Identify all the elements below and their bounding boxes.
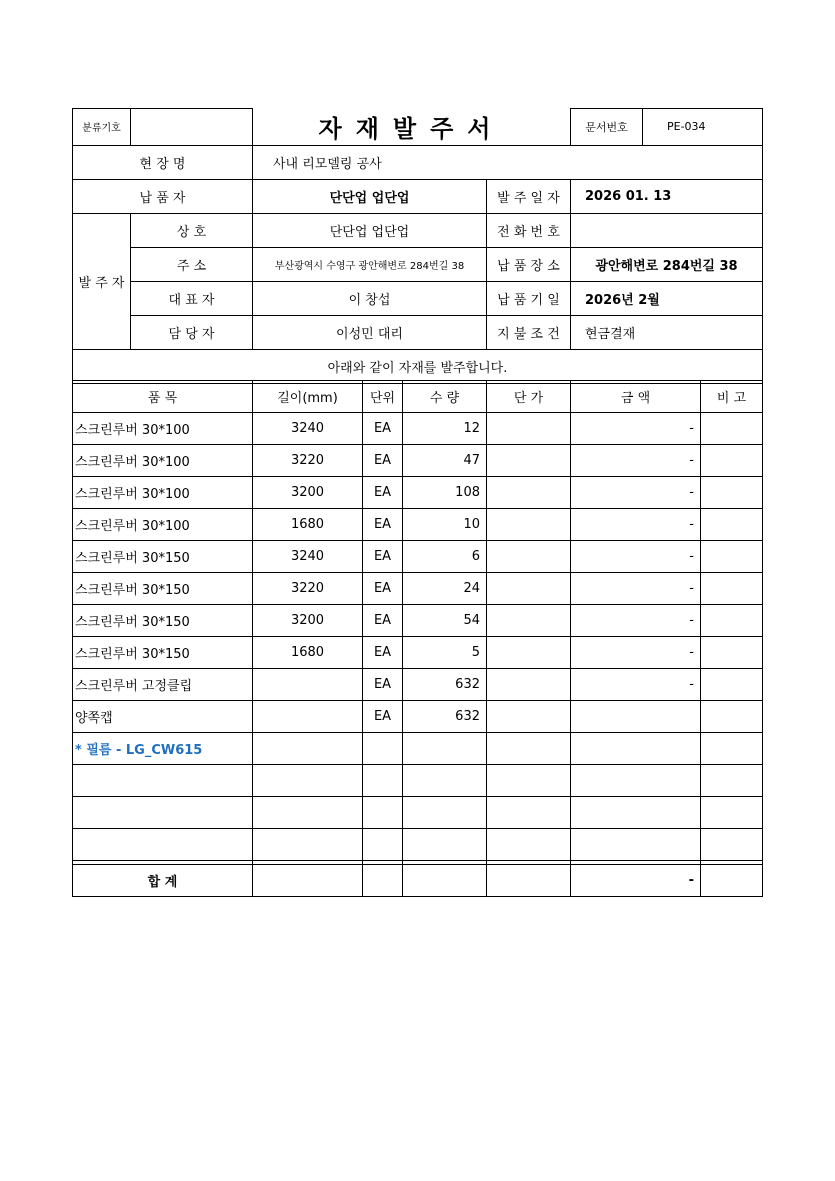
col-header-item: 품 목 <box>73 381 253 413</box>
phone-label: 전 화 번 호 <box>487 213 571 247</box>
item-amount <box>571 797 701 829</box>
item-name: 스크린루버 30*100 <box>73 413 253 445</box>
item-price <box>487 701 571 733</box>
item-price <box>487 573 571 605</box>
item-note <box>701 445 763 477</box>
item-price <box>487 765 571 797</box>
site-label: 현 장 명 <box>73 145 253 179</box>
item-price <box>487 829 571 861</box>
item-unit: EA <box>363 605 403 637</box>
col-header-length: 길이(mm) <box>253 381 363 413</box>
item-length: 1680 <box>253 637 363 669</box>
item-length: 1680 <box>253 509 363 541</box>
item-price <box>487 605 571 637</box>
total-label: 합 계 <box>73 865 253 897</box>
company-label: 상 호 <box>131 213 253 247</box>
code-value <box>131 109 253 146</box>
total-length <box>253 865 363 897</box>
item-length <box>253 797 363 829</box>
col-header-price: 단 가 <box>487 381 571 413</box>
item-qty: 632 <box>403 669 487 701</box>
table-row <box>73 829 763 861</box>
total-row <box>73 865 763 897</box>
item-name: 스크린루버 30*100 <box>73 477 253 509</box>
item-length: 3240 <box>253 413 363 445</box>
table-row <box>73 541 763 573</box>
table-row <box>73 605 763 637</box>
item-qty: 10 <box>403 509 487 541</box>
item-note <box>701 541 763 573</box>
item-length: 3240 <box>253 541 363 573</box>
item-unit: EA <box>363 541 403 573</box>
item-unit <box>363 765 403 797</box>
table-row <box>73 477 763 509</box>
item-name <box>73 797 253 829</box>
item-amount: - <box>571 477 701 509</box>
item-length <box>253 701 363 733</box>
item-qty: 632 <box>403 701 487 733</box>
total-amount: - <box>571 865 701 897</box>
item-qty: 5 <box>403 637 487 669</box>
item-qty: 12 <box>403 413 487 445</box>
table-header-row <box>73 381 763 413</box>
col-header-unit: 단위 <box>363 381 403 413</box>
delivery-place-value: 광안해변로 284번길 38 <box>571 247 763 281</box>
phone-value <box>571 213 763 247</box>
item-qty <box>403 733 487 765</box>
item-length: 3200 <box>253 605 363 637</box>
code-label: 분류기호 <box>73 109 131 146</box>
supplier-value: 단단업 업단업 <box>253 179 487 213</box>
item-price <box>487 477 571 509</box>
total-unit <box>363 865 403 897</box>
col-header-qty: 수 량 <box>403 381 487 413</box>
company-value: 단단업 업단업 <box>253 213 487 247</box>
item-qty: 54 <box>403 605 487 637</box>
item-unit: EA <box>363 701 403 733</box>
item-amount: - <box>571 413 701 445</box>
payment-label: 지 불 조 건 <box>487 315 571 349</box>
doc-no-value: PE-034 <box>643 109 763 146</box>
item-note <box>701 797 763 829</box>
table-row <box>73 637 763 669</box>
item-length: 3220 <box>253 573 363 605</box>
item-amount <box>571 829 701 861</box>
ceo-value: 이 창섭 <box>253 281 487 315</box>
delivery-date-label: 납 품 기 일 <box>487 281 571 315</box>
item-price <box>487 797 571 829</box>
item-amount: - <box>571 605 701 637</box>
item-amount: - <box>571 637 701 669</box>
item-qty: 47 <box>403 445 487 477</box>
item-unit <box>363 797 403 829</box>
item-length <box>253 829 363 861</box>
item-note <box>701 765 763 797</box>
item-price <box>487 637 571 669</box>
item-name <box>73 765 253 797</box>
item-note <box>701 733 763 765</box>
item-price <box>487 509 571 541</box>
table-row <box>73 797 763 829</box>
table-row <box>73 669 763 701</box>
item-note <box>701 413 763 445</box>
item-price <box>487 445 571 477</box>
item-note <box>701 477 763 509</box>
item-unit: EA <box>363 509 403 541</box>
table-row <box>73 733 763 765</box>
order-date-label: 발 주 일 자 <box>487 179 571 213</box>
item-unit <box>363 829 403 861</box>
address-value: 부산광역시 수영구 광안해변로 284번길 38 <box>253 247 487 281</box>
payment-value: 현금결재 <box>571 315 763 349</box>
item-unit: EA <box>363 637 403 669</box>
doc-no-label: 문서번호 <box>571 109 643 146</box>
delivery-place-label: 납 품 장 소 <box>487 247 571 281</box>
item-note <box>701 573 763 605</box>
item-rows <box>73 413 763 861</box>
table-row <box>73 765 763 797</box>
item-note <box>701 605 763 637</box>
item-amount: - <box>571 445 701 477</box>
item-length: 3220 <box>253 445 363 477</box>
item-amount: - <box>571 573 701 605</box>
item-name: 스크린루버 30*150 <box>73 605 253 637</box>
site-value: 사내 리모델링 공사 <box>253 145 763 179</box>
item-price <box>487 541 571 573</box>
item-name: * 필름 - LG_CW615 <box>73 733 253 765</box>
table-row <box>73 509 763 541</box>
item-name <box>73 829 253 861</box>
item-price <box>487 733 571 765</box>
item-qty <box>403 765 487 797</box>
table-row <box>73 445 763 477</box>
item-unit: EA <box>363 445 403 477</box>
item-amount: - <box>571 541 701 573</box>
item-amount: - <box>571 509 701 541</box>
item-amount <box>571 701 701 733</box>
order-notice: 아래와 같이 자재를 발주합니다. <box>73 349 763 383</box>
table-row <box>73 701 763 733</box>
ceo-label: 대 표 자 <box>131 281 253 315</box>
item-length: 3200 <box>253 477 363 509</box>
delivery-date-value: 2026년 2월 <box>571 281 763 315</box>
item-qty <box>403 829 487 861</box>
col-header-note: 비 고 <box>701 381 763 413</box>
manager-label: 담 당 자 <box>131 315 253 349</box>
item-unit: EA <box>363 669 403 701</box>
address-label: 주 소 <box>131 247 253 281</box>
item-unit <box>363 733 403 765</box>
item-note <box>701 669 763 701</box>
item-qty: 6 <box>403 541 487 573</box>
order-items-table <box>72 380 763 897</box>
item-note <box>701 829 763 861</box>
item-note <box>701 701 763 733</box>
item-qty: 108 <box>403 477 487 509</box>
total-note <box>701 865 763 897</box>
item-name: 스크린루버 30*150 <box>73 573 253 605</box>
item-price <box>487 669 571 701</box>
item-length <box>253 733 363 765</box>
document-title: 자재발주서 <box>253 109 571 146</box>
order-date-value: 2026 01. 13 <box>571 179 763 213</box>
item-unit: EA <box>363 413 403 445</box>
item-length <box>253 669 363 701</box>
manager-value: 이성민 대리 <box>253 315 487 349</box>
item-unit: EA <box>363 477 403 509</box>
item-name: 스크린루버 30*100 <box>73 509 253 541</box>
item-amount <box>571 765 701 797</box>
item-note <box>701 637 763 669</box>
item-name: 스크린루버 30*150 <box>73 541 253 573</box>
orderer-label: 발 주 자 <box>73 213 131 349</box>
supplier-label: 납 품 자 <box>73 179 253 213</box>
item-unit: EA <box>363 573 403 605</box>
table-row <box>73 573 763 605</box>
item-length <box>253 765 363 797</box>
item-amount: - <box>571 669 701 701</box>
item-note <box>701 509 763 541</box>
item-name: 스크린루버 30*150 <box>73 637 253 669</box>
item-amount <box>571 733 701 765</box>
item-qty <box>403 797 487 829</box>
col-header-amount: 금 액 <box>571 381 701 413</box>
item-price <box>487 413 571 445</box>
item-name: 양쪽캡 <box>73 701 253 733</box>
item-name: 스크린루버 고정클립 <box>73 669 253 701</box>
item-name: 스크린루버 30*100 <box>73 445 253 477</box>
table-row <box>73 413 763 445</box>
total-qty <box>403 865 487 897</box>
total-price <box>487 865 571 897</box>
item-qty: 24 <box>403 573 487 605</box>
order-header-table <box>72 108 763 384</box>
